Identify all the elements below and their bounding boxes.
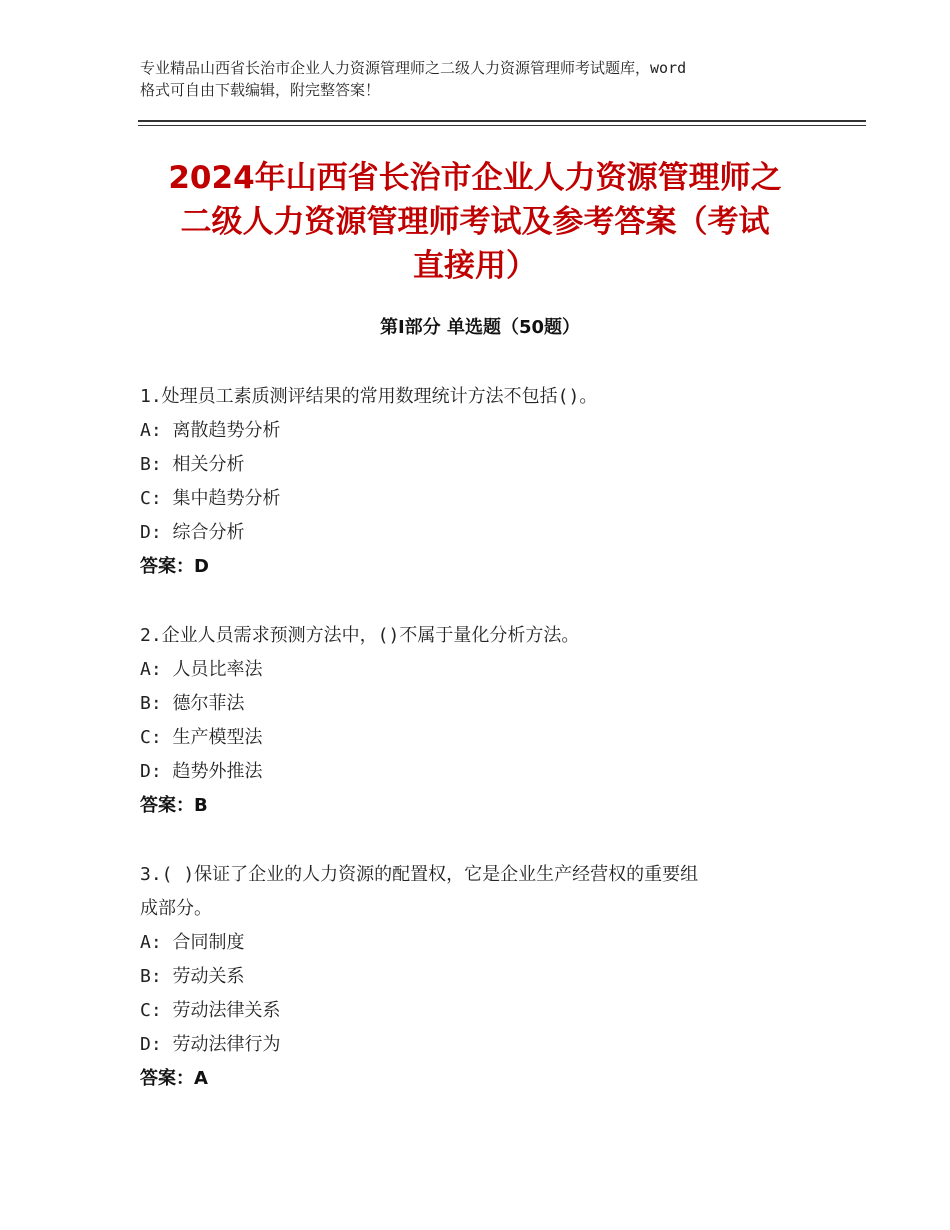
document-title-line-1: 2024年山西省长治市企业人力资源管理师之 [168,160,782,196]
option-b: B: 劳动关系 [140,966,245,987]
option-b: B: 德尔菲法 [140,693,245,714]
section-title: 第Ⅰ部分 单选题（50题） [379,317,580,338]
option-a: A: 离散趋势分析 [140,420,281,441]
option-d: D: 劳动法律行为 [140,1034,281,1055]
question-stem-continued: 成部分。 [140,898,212,919]
document-title [110,156,840,288]
answer: 答案：B [140,795,208,816]
option-a: A: 人员比率法 [140,659,263,680]
header-note [140,57,830,101]
document-title-line-2: 二级人力资源管理师考试及参考答案（考试 [180,204,770,240]
option-d: D: 趋势外推法 [140,761,263,782]
answer: 答案：D [140,556,209,577]
answer: 答案：A [140,1068,208,1089]
header-divider-thick [138,120,866,122]
question-1 [140,380,820,584]
header-note-line-1: 专业精品山西省长治市企业人力资源管理师之二级人力资源管理师考试题库，word [140,59,687,77]
question-stem: 2.企业人员需求预测方法中，()不属于量化分析方法。 [140,625,580,646]
option-b: B: 相关分析 [140,454,245,475]
question-3 [140,858,820,1096]
option-d: D: 综合分析 [140,522,245,543]
option-c: C: 生产模型法 [140,727,263,748]
question-2 [140,619,820,823]
header-divider-thin [138,125,866,126]
header-note-line-2: 格式可自由下载编辑，附完整答案！ [140,81,381,99]
option-c: C: 集中趋势分析 [140,488,281,509]
option-c: C: 劳动法律关系 [140,1000,281,1021]
document-title-line-3: 直接用） [413,248,537,284]
question-stem: 1.处理员工素质测评结果的常用数理统计方法不包括()。 [140,386,598,407]
question-stem: 3.( )保证了企业的人力资源的配置权，它是企业生产经营权的重要组 [140,864,699,885]
option-a: A: 合同制度 [140,932,245,953]
